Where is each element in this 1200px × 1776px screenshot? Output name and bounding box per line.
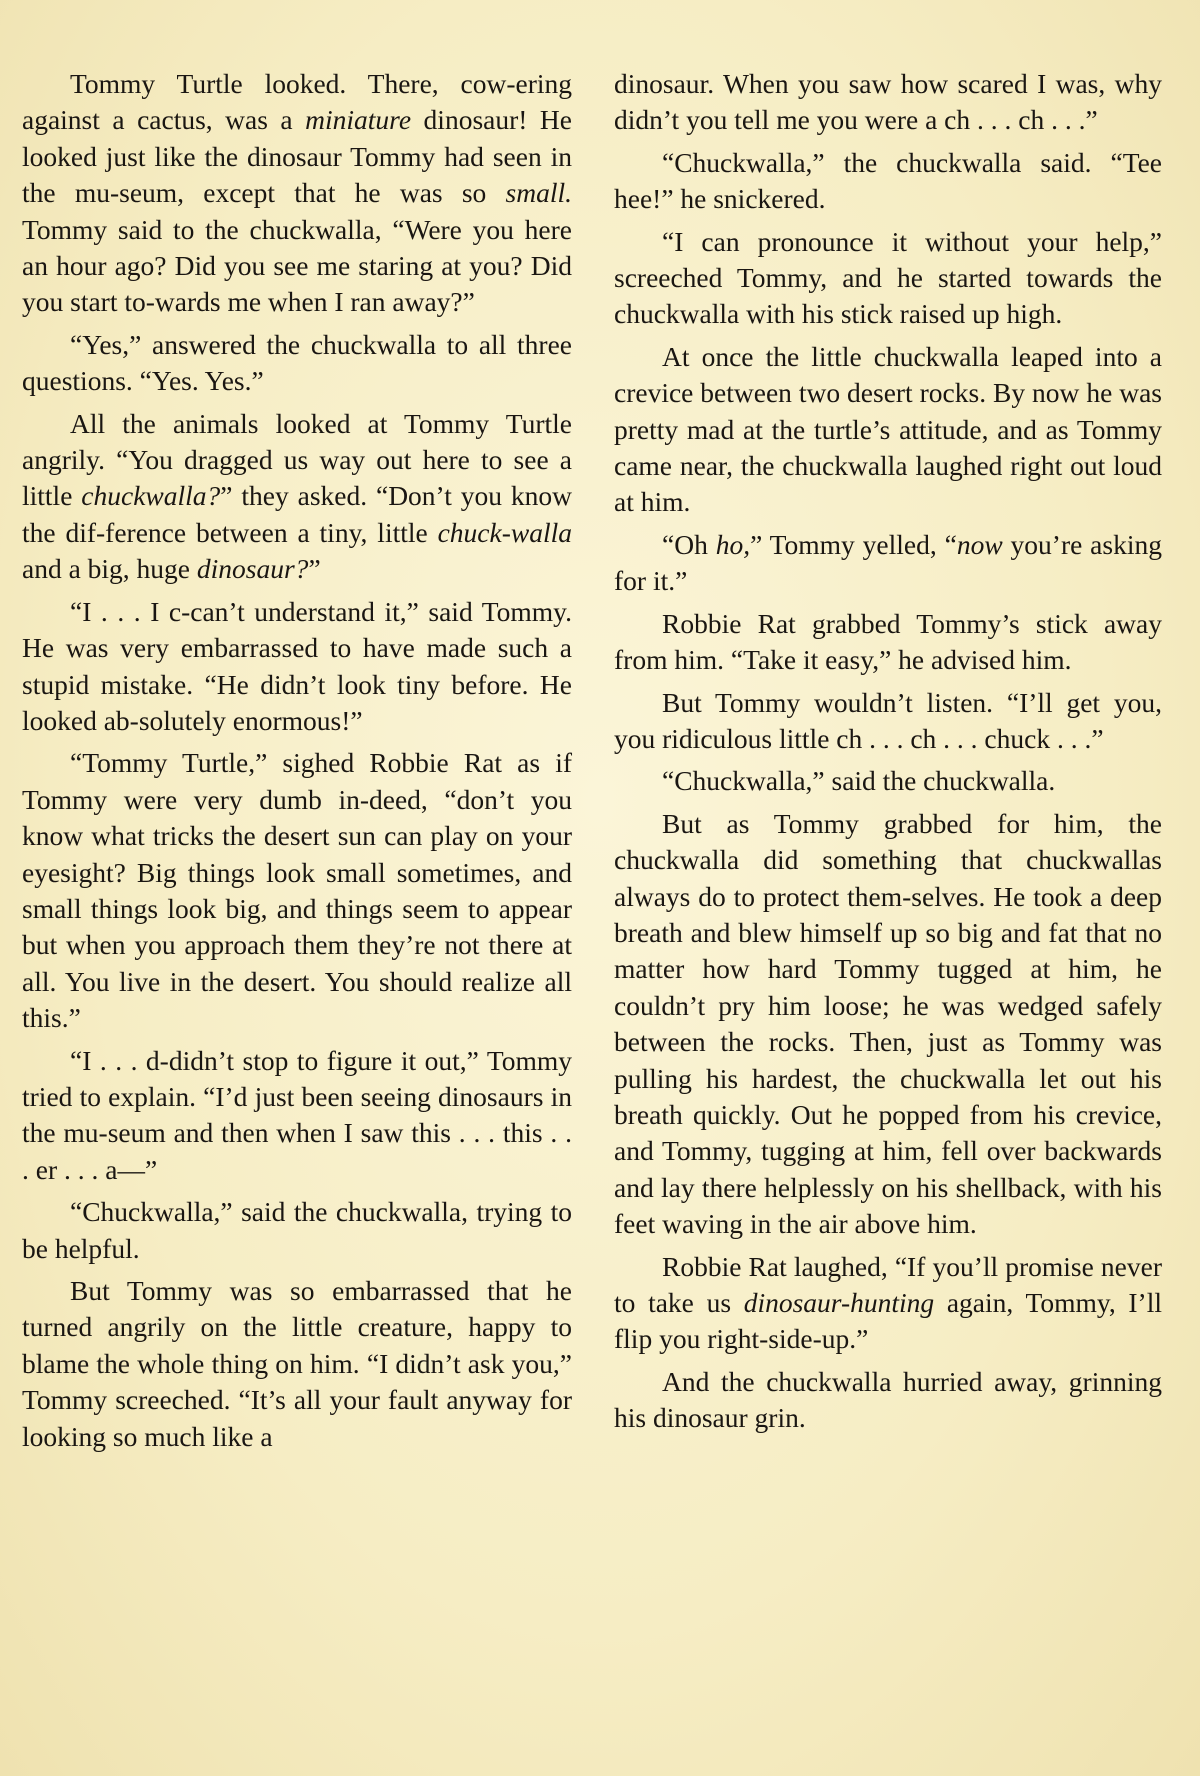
- story-paragraph: “Chuckwalla,” said the chuckwalla.: [662, 765, 1056, 797]
- right-text-column: [614, 66, 1162, 1443]
- story-paragraph: And the chuckwalla hurried away, grinning his dinosaur grin.: [614, 1365, 1162, 1434]
- story-paragraph: At once the little chuckwalla leaped into a crevice between two desert rocks. By now he was pretty mad at the turtle’s attitude, and as Tommy came near, the chuckwalla laughed right out loud at him.: [614, 340, 1162, 518]
- story-paragraph: All the animals looked at Tommy Turtle angrily. “You dragged us way out here to see a little chuckwalla?” they asked. “Don’t you know the dif-ference between a tiny, little chuck-walla and a big, huge dinosaur?”: [22, 407, 572, 585]
- left-text-column: [22, 66, 572, 1461]
- story-paragraph: “Chuckwalla,” the chuckwalla said. “Tee hee!” he snickered.: [614, 146, 1162, 215]
- story-paragraph: But as Tommy grabbed for him, the chuckwalla did something that chuckwallas always do to protect them-selves. He took a deep breath and blew himself up so big and fat that no matter how hard Tommy tugged at him, he couldn’t pry him loose; he was wedged safely between the rocks. Then, just as Tommy was pulling his hardest, the chuckwalla let out his breath quickly. Out he popped from his crevice, and Tommy, tugging at him, fell over backwards and lay there helplessly on his shellback, with his feet waving in the air above him.: [614, 807, 1162, 1240]
- story-paragraph: “I can pronounce it without your help,” screeched Tommy, and he started towards the chuckwalla with his stick raised up high.: [614, 225, 1162, 330]
- story-paragraph: “I . . . d-didn’t stop to figure it out,” Tommy tried to explain. “I’d just been seeing dinosaurs in the mu-seum and then when I saw this . . . this . . . er . . . a—”: [22, 1044, 572, 1185]
- story-paragraph: Robbie Rat grabbed Tommy’s stick away from him. “Take it easy,” he advised him.: [614, 607, 1162, 676]
- story-paragraph: “I . . . I c-can’t understand it,” said Tommy. He was very embarrassed to have made such a stupid mistake. “He didn’t look tiny before. He looked ab-solutely enormous!”: [22, 595, 572, 736]
- story-paragraph: “Oh ho,” Tommy yelled, “now you’re asking for it.”: [614, 528, 1162, 597]
- story-paragraph: “Yes,” answered the chuckwalla to all three questions. “Yes. Yes.”: [22, 328, 572, 397]
- story-paragraph: But Tommy was so embarrassed that he turned angrily on the little creature, happy to blame the whole thing on him. “I didn’t ask you,” Tommy screeched. “It’s all your fault anyway for looking so much like a: [22, 1275, 572, 1452]
- story-paragraph-continued: dinosaur. When you saw how scared I was, why didn’t you tell me you were a ch . . . ch . . .”: [614, 68, 1162, 136]
- story-paragraph: “Tommy Turtle,” sighed Robbie Rat as if Tommy were very dumb in-deed, “don’t you know what tricks the desert sun can play on your eyesight? Big things look small sometimes, and small things look big, and things seem to appear but when you approach them they’re not there at all. You live in the desert. You should realize all this.”: [22, 747, 572, 1034]
- story-paragraph: But Tommy wouldn’t listen. “I’ll get you, you ridiculous little ch . . . ch . . . chuck . . .”: [614, 686, 1162, 754]
- story-paragraph: Robbie Rat laughed, “If you’ll promise never to take us dinosaur-hunting again, Tommy, I’ll flip you right-side-up.”: [614, 1250, 1162, 1355]
- story-paragraph: Tommy Turtle looked. There, cow-ering against a cactus, was a miniature dinosaur! He looked just like the dinosaur Tommy had seen in the mu-seum, except that he was so small. Tommy said to the chuckwalla, “Were you here an hour ago? Did you see me staring at you? Did you start to-wards me when I ran away?”: [22, 68, 572, 318]
- story-paragraph: “Chuckwalla,” said the chuckwalla, trying to be helpful.: [22, 1196, 572, 1264]
